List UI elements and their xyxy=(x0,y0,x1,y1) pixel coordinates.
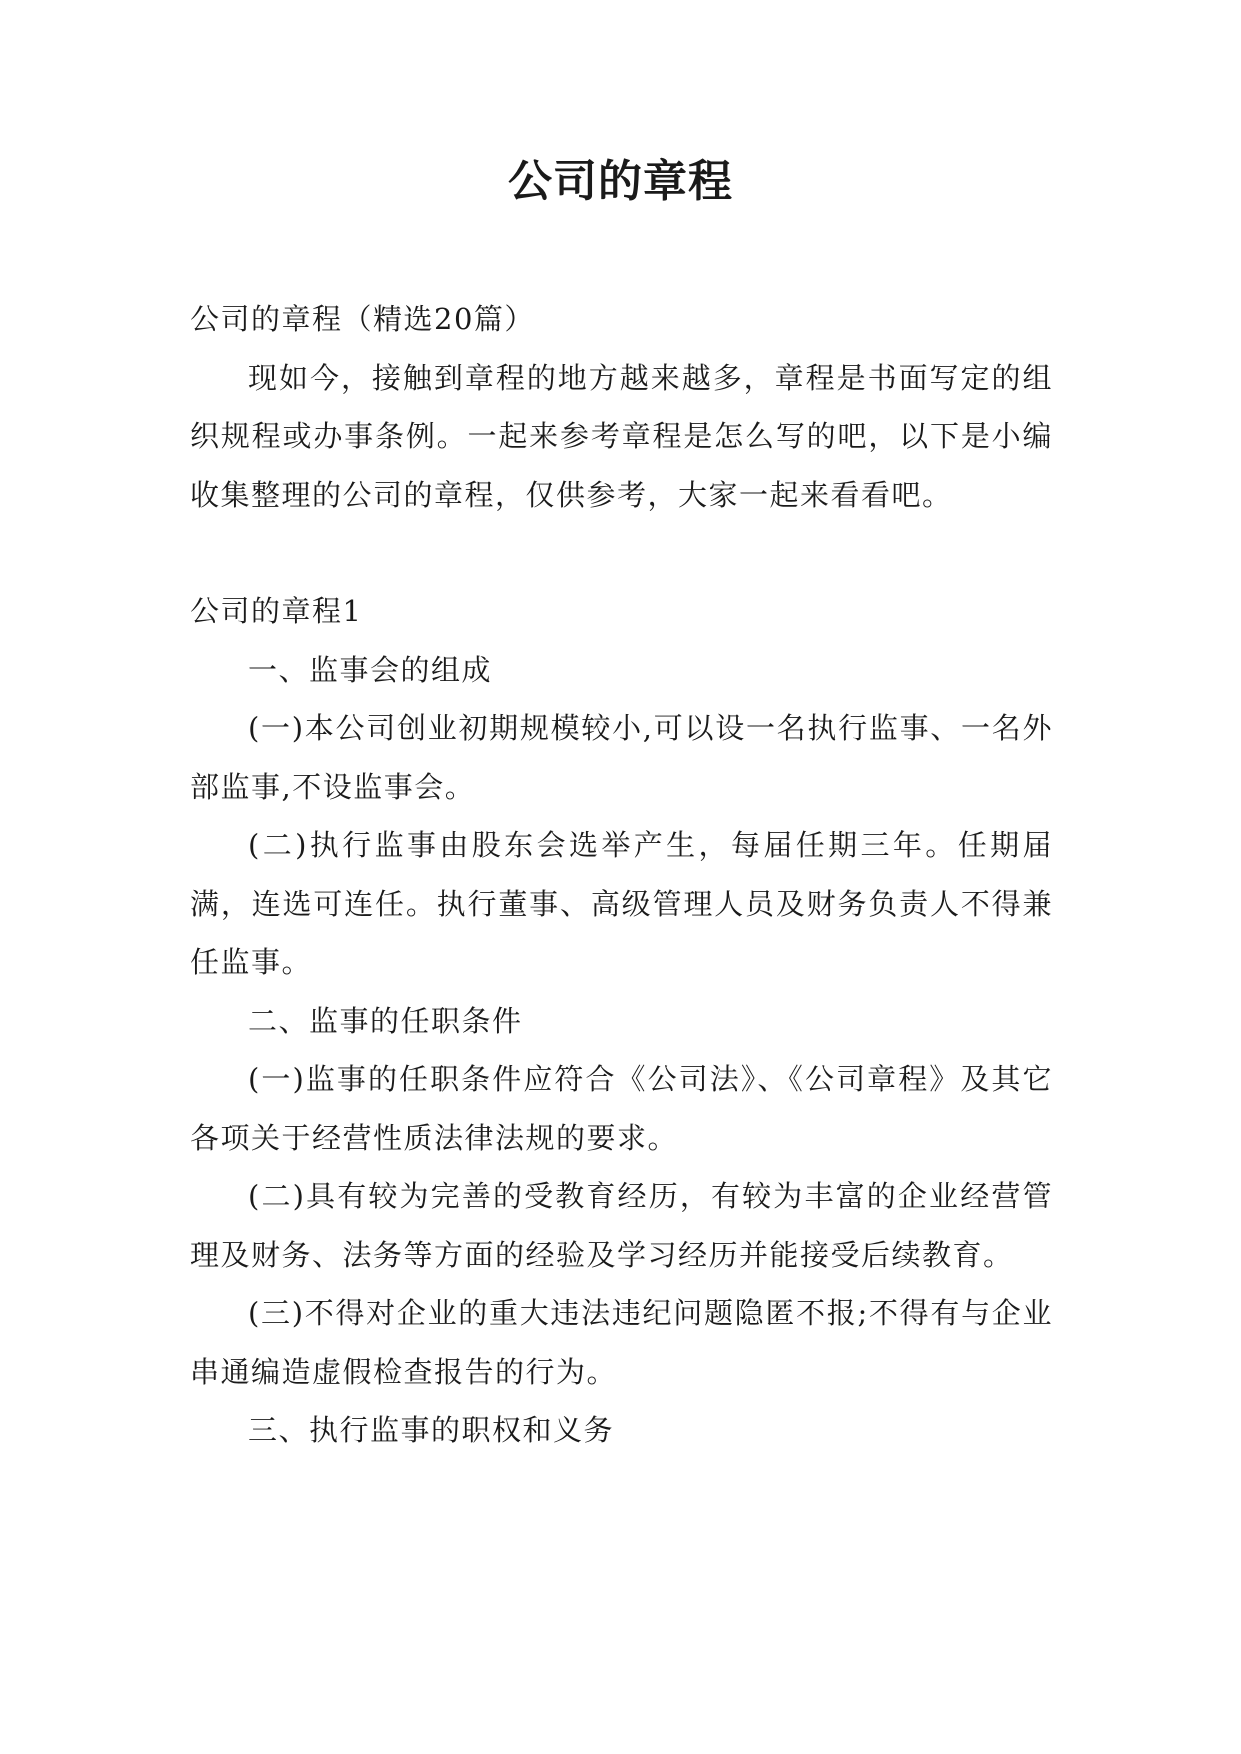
clause-heading: 二、监事的任职条件 xyxy=(248,1003,523,1038)
clause-heading: 三、执行监事的职权和义务 xyxy=(248,1413,615,1447)
document-subtitle: 公司的章程（精选20篇） xyxy=(190,302,535,336)
clause-paragraph: (一)本公司创业初期规模较小,可以设一名执行监事、一名外部监事,不设监事会。 xyxy=(190,711,1053,804)
clause-paragraph: (二)具有较为完善的受教育经历，有较为丰富的企业经营管理及财务、法务等方面的经验及学习经历并能接受后续教育。 xyxy=(190,1179,1053,1272)
clause-heading: 一、监事会的组成 xyxy=(248,652,493,687)
section-spacer xyxy=(190,524,1053,582)
clause-paragraph: (三)不得对企业的重大违法违纪问题隐匿不报;不得有与企业串通编造虚假检查报告的行为。 xyxy=(190,1296,1053,1389)
document-title: 公司的章程 xyxy=(508,156,733,207)
document-body xyxy=(190,290,1053,1460)
intro-paragraph: 现如今，接触到章程的地方越来越多，章程是书面写定的组织规程或办事条例。一起来参考章程是怎么写的吧，以下是小编收集整理的公司的章程，仅供参考，大家一起来看看吧。 xyxy=(190,360,1053,512)
clause-paragraph: (一)监事的任职条件应符合《公司法》、《公司章程》及其它各项关于经营性质法律法规的要求。 xyxy=(190,1062,1053,1155)
clause-paragraph: (二)执行监事由股东会选举产生，每届任期三年。任期届满，连选可连任。执行董事、高级管理人员及财务负责人不得兼任监事。 xyxy=(190,828,1053,979)
section-heading: 公司的章程1 xyxy=(190,594,363,628)
